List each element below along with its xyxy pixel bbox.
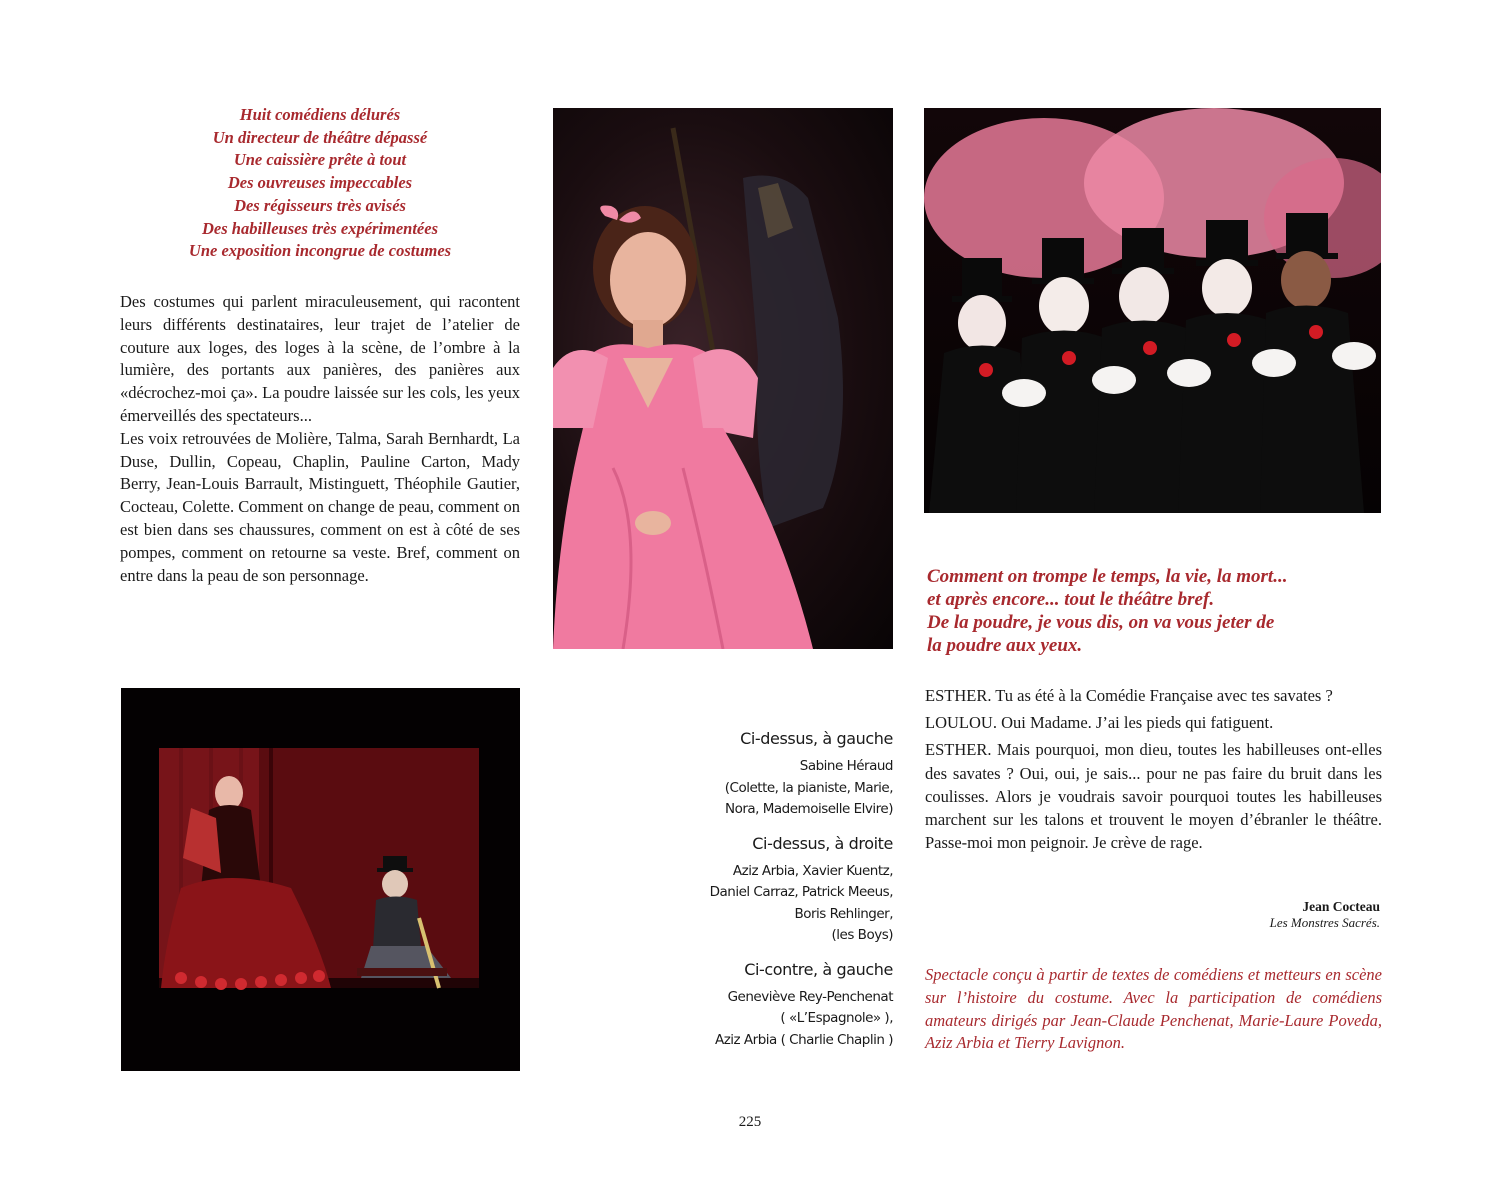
caption-line: Aziz Arbia, Xavier Kuentz, (732, 862, 893, 879)
intro-line: Des habilleuses très expérimentées (201, 218, 439, 238)
dialogue-line: ESTHER. Tu as été à la Comédie Française avec tes savates ? (925, 686, 1333, 705)
quote-line: et après encore... tout le théâtre bref. (927, 589, 1215, 610)
intro-line: Huit comédiens délurés (239, 105, 401, 124)
dialogue-line: LOULOU. Oui Madame. J’ai les pieds qui fatiguent. (925, 713, 1274, 733)
photo-boys-illustration (924, 108, 1381, 513)
attribution-work: Les Monstres Sacrés. (1269, 915, 1380, 930)
quote-line: De la poudre, je vous dis, on va vous jeter de (927, 612, 1275, 633)
caption-line: (Colette, la pianiste, Marie, (724, 779, 893, 796)
dialogue-excerpt (925, 684, 1382, 858)
photo-captions (640, 728, 893, 1063)
credits-note: Spectacle conçu à partir de textes de comédiens et metteurs en scène sur l’histoire du costume. Avec la participation de comédiens amateurs dirigés par Jean-Claude Penchenat, Marie-Laure Poveda, Aziz Arbia et Tierry Lavignon. (925, 965, 1382, 1053)
body-paragraph: Des costumes qui parlent miraculeusement, qui racontent leurs différents destinataires, leur trajet de l’atelier de couture aux loges, des loges à la scène, de l’ombre à la lumière, des portants aux panières, des panières aux «décrochez-moi ça». La poudre laissée sur les cols, les yeux émerveillés des spectateurs... (120, 292, 520, 425)
quote-line: la poudre aux yeux. (927, 635, 1083, 656)
intro-line: Des régisseurs très avisés (234, 195, 406, 215)
caption-block (640, 959, 893, 1052)
caption-heading: Ci-dessus, à gauche (740, 729, 893, 748)
page-number: 225 (738, 1114, 762, 1130)
intro-list (120, 104, 520, 263)
body-text (120, 291, 520, 587)
caption-block (640, 728, 893, 821)
photo-woman-pink-dress (553, 108, 893, 649)
photo-stage-illustration (121, 688, 520, 1071)
photo-woman-illustration (553, 108, 893, 649)
pull-quote (927, 565, 1387, 657)
body-paragraph: Les voix retrouvées de Molière, Talma, Sarah Bernhardt, La Duse, Dullin, Copeau, Chaplin, Pauline Carton, Mady Berry, Jean-Louis Barrault, Mistinguett, Théophile Gautier, Cocteau, Colette. Comment on change de peau, comment on est bien dans ses chaussures, comment on est à côté de ses pompes, comment on retourne sa veste. Bref, comment on entre dans la peau de son personnage. (120, 428, 521, 585)
caption-heading: Ci-dessus, à droite (752, 833, 893, 853)
quote-line: Comment on trompe le temps, la vie, la mort... (927, 566, 1288, 587)
dialogue-line: ESTHER. Mais pourquoi, mon dieu, toutes les habilleuses ont-elles des savates ? Oui, oui, je sais... pour ne pas faire du bruit dans les coulisses. Alors je voudrais savoir pourquoi toutes les habilleuses marchent sur les talons et trouvent le moyen d’ébranler le théâtre. Passe-moi mon peignoir. Je crève de rage. (925, 740, 1382, 853)
caption-line: Daniel Carraz, Patrick Meeus, (709, 884, 893, 900)
caption-line: Boris Rehlinger, (794, 905, 893, 922)
photo-boys-top-hats (924, 108, 1381, 513)
caption-block (640, 833, 893, 947)
caption-heading: Ci-contre, à gauche (744, 959, 893, 979)
caption-line: (les Boys) (831, 927, 893, 943)
caption-line: Geneviève Rey-Penchenat (727, 988, 893, 1005)
caption-line: Nora, Mademoiselle Elvire) (724, 801, 893, 817)
photo-espagnole-chaplin (121, 688, 520, 1071)
intro-line: Des ouvreuses impeccables (227, 173, 413, 193)
quote-attribution (1080, 899, 1380, 931)
intro-line: Une exposition incongrue de costumes (188, 241, 452, 261)
caption-line: Sabine Héraud (799, 758, 893, 774)
caption-line: Aziz Arbia ( Charlie Chaplin ) (714, 1031, 893, 1048)
attribution-author: Jean Cocteau (1302, 899, 1380, 914)
intro-line: Un directeur de théâtre dépassé (212, 127, 428, 147)
caption-line: ( «L’Espagnole» ), (780, 1010, 893, 1026)
intro-line: Une caissière prête à tout (233, 150, 407, 170)
